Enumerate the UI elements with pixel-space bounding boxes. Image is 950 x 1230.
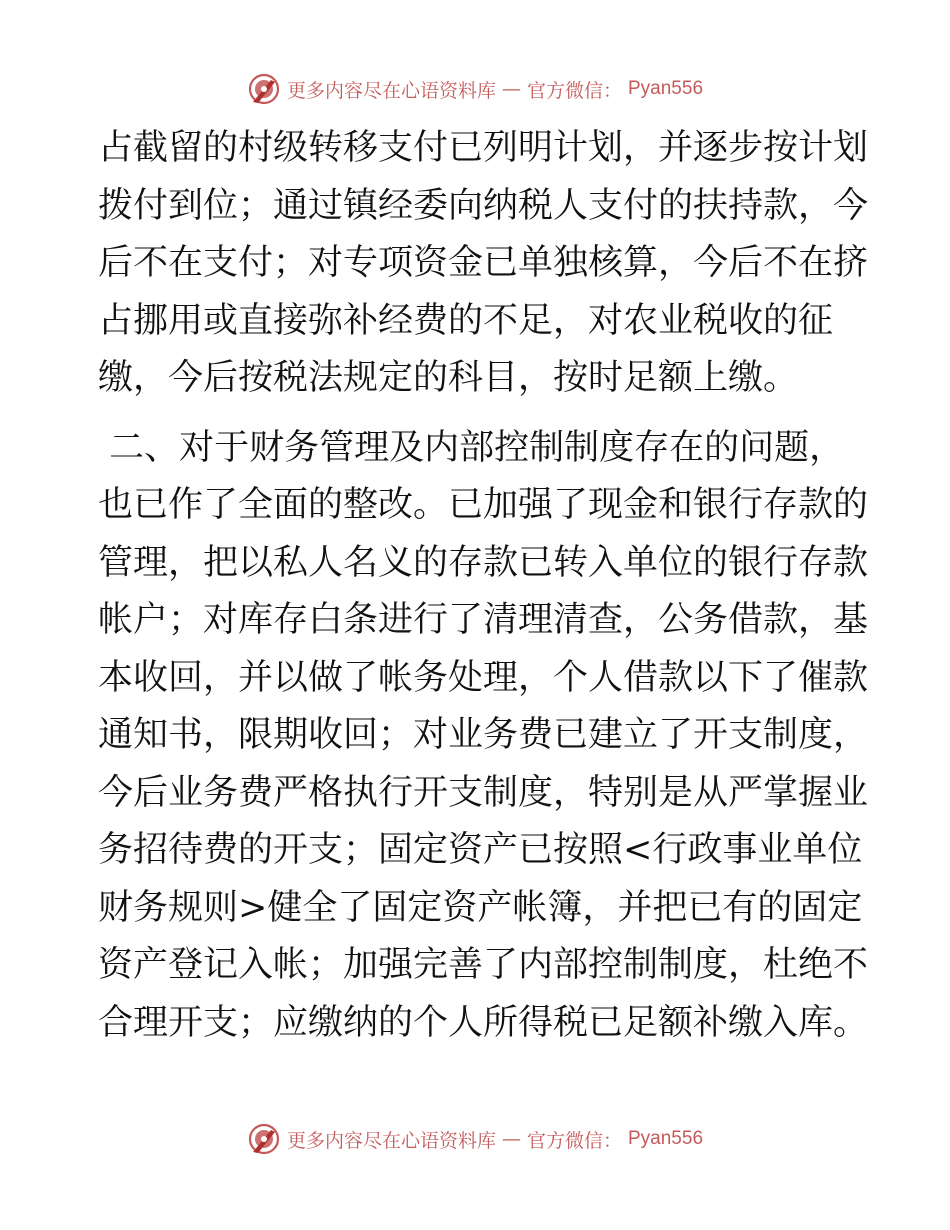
quill-seal-icon bbox=[247, 72, 281, 106]
text-line: 占截留的村级转移支付已列明计划，并逐步按计划 bbox=[98, 128, 869, 168]
text-line: 占挪用或直接弥补经费的不足，对农业税收的征 bbox=[98, 300, 834, 341]
header-contact-label: 官方微信： bbox=[526, 79, 622, 102]
paragraph-2 bbox=[98, 420, 878, 1053]
footer-banner bbox=[0, 1122, 950, 1156]
text-line: 后不在支付；对专项资金已单独核算，今后不在挤 bbox=[98, 243, 869, 283]
header-banner-text: 更多内容尽在心语资料库 bbox=[286, 79, 496, 102]
quill-seal-icon bbox=[247, 1122, 281, 1156]
header-banner-separator: — bbox=[501, 78, 521, 100]
text-line: 通知书，限期收回；对业务费已建立了开支制度， bbox=[98, 715, 869, 755]
header-contact-id: Pyan556 bbox=[628, 78, 704, 99]
footer-banner-text: 更多内容尽在心语资料库 bbox=[286, 1129, 496, 1152]
footer-contact-label: 官方微信： bbox=[526, 1129, 622, 1152]
text-line: 本收回，并以做了帐务处理，个人借款以下了催款 bbox=[98, 657, 869, 698]
paragraph-1 bbox=[98, 120, 878, 408]
footer-banner-separator: — bbox=[501, 1128, 521, 1150]
header-banner bbox=[0, 72, 950, 106]
text-line: 管理，把以私人名义的存款已转入单位的银行存款 bbox=[98, 542, 869, 583]
text-line: 二、对于财务管理及内部控制制度存在的问题， bbox=[98, 427, 845, 468]
text-line: 合理开支；应缴纳的个人所得税已足额补缴入库。 bbox=[98, 1002, 869, 1043]
text-line: 务招待费的开支；固定资产已按照<行政事业单位 bbox=[98, 830, 863, 870]
text-line: 资产登记入帐；加强完善了内部控制制度，杜绝不 bbox=[98, 945, 869, 985]
text-line: 帐户；对库存白条进行了清理清查，公务借款，基 bbox=[98, 600, 869, 640]
text-line: 也已作了全面的整改。已加强了现金和银行存款的 bbox=[98, 485, 869, 525]
footer-contact-id: Pyan556 bbox=[628, 1128, 704, 1149]
text-line: 今后业务费严格执行开支制度，特别是从严掌握业 bbox=[98, 772, 869, 813]
text-line: 缴，今后按税法规定的科目，按时足额上缴。 bbox=[98, 358, 799, 398]
text-line: 拨付到位；通过镇经委向纳税人支付的扶持款，今 bbox=[98, 185, 869, 226]
document-body bbox=[98, 120, 878, 1052]
text-line: 财务规则>健全了固定资产帐簿，并把已有的固定 bbox=[98, 887, 863, 928]
